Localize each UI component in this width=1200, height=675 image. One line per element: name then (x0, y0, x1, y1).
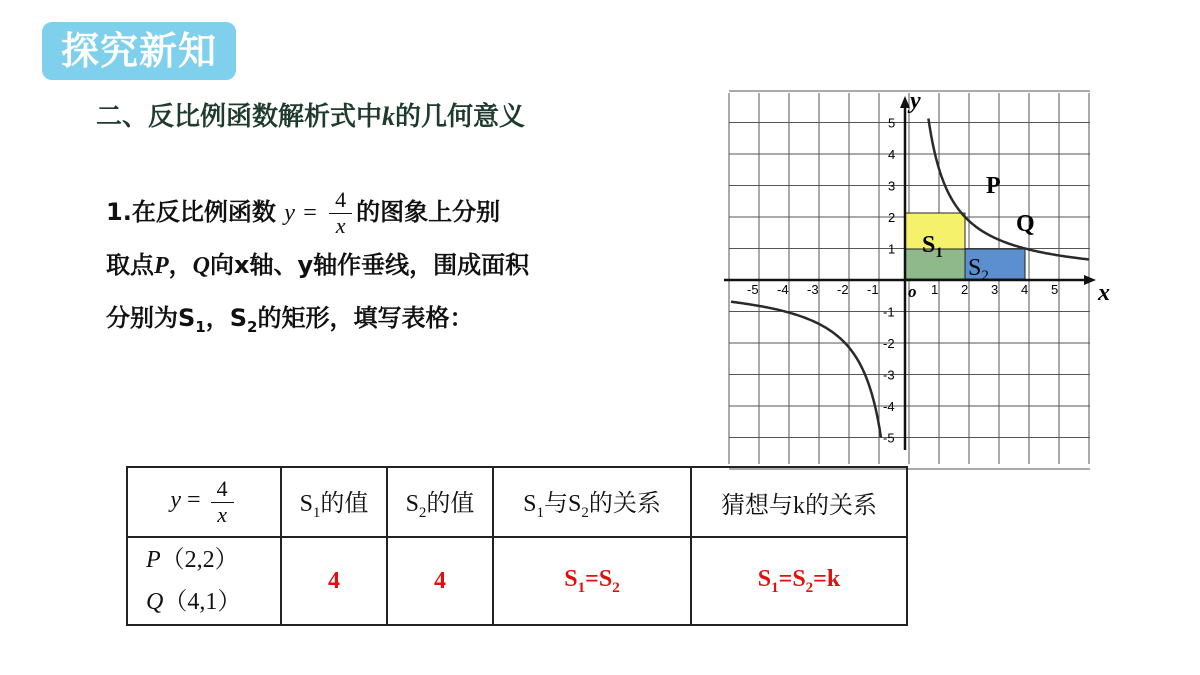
row-q-var: Q (146, 589, 164, 615)
equation-fraction (329, 188, 352, 237)
section-title (96, 96, 525, 133)
y-tick-label: 3 (888, 178, 896, 194)
cell-relation: $S_1=S_2$ (493, 537, 691, 625)
y-tick-label: -5 (883, 430, 895, 446)
problem-text-4: 向x轴、y轴作垂线，围成面积 (210, 251, 530, 279)
point-q: Q (1016, 211, 1035, 237)
y-tick-label: -1 (883, 304, 895, 320)
problem-text-6: ，S (205, 304, 248, 332)
y-axis-label: y (910, 90, 921, 114)
title-var-k: k (382, 102, 396, 131)
label-s1: $S_1$ (922, 232, 943, 261)
x-tick-label: 1 (931, 282, 939, 297)
origin-label: o (908, 282, 917, 301)
header-fraction (211, 477, 234, 526)
x-tick-label: 2 (961, 282, 969, 297)
x-tick-label: 4 (1021, 282, 1029, 297)
table-header-row (127, 467, 907, 537)
row-q-val: （4,1） (163, 589, 242, 615)
cell-points (127, 537, 281, 625)
problem-text-1: 在反比例函数 (131, 198, 276, 226)
problem-text-3: 取点 (106, 251, 154, 279)
x-tick-label: -2 (837, 282, 849, 297)
problem-comma: ， (168, 251, 193, 279)
row-p-var: P (146, 547, 161, 573)
x-axis-arrow (1084, 275, 1096, 285)
header-function (127, 467, 281, 537)
header-eq-y: y (170, 487, 182, 514)
point-q-label: Q (192, 253, 211, 279)
x-tick-label: 3 (991, 282, 999, 297)
x-tick-label: -1 (867, 282, 879, 297)
title-before: 二、反比例函数解析式中 (96, 102, 383, 132)
header-guess: 猜想与k的关系 (691, 467, 907, 537)
problem-sub-2: 2 (247, 317, 258, 336)
y-tick-label: 5 (888, 115, 896, 131)
point-p: P (986, 173, 1001, 199)
header-s2: $S_2$的值 (387, 467, 493, 537)
cell-s1-value: 4 (281, 537, 387, 625)
row-p-val: （2,2） (160, 547, 239, 573)
header-denominator: x (217, 501, 227, 527)
y-tick-label: -4 (883, 399, 895, 414)
fraction-denominator: x (335, 212, 346, 238)
header-relation: $S_1$与$S_2$的关系 (493, 467, 691, 537)
problem-text (106, 186, 686, 353)
problem-text-2: 的图象上分别 (356, 198, 501, 226)
x-tick-label: 5 (1051, 282, 1059, 297)
header-s1: $S_1$的值 (281, 467, 387, 537)
problem-sub-1: 1 (195, 317, 206, 336)
label-s2: $S_2$ (968, 255, 989, 284)
problem-number: 1. (106, 198, 132, 226)
x-tick-label: -3 (807, 282, 819, 297)
header-numerator: 4 (211, 477, 234, 502)
y-tick-label: 2 (888, 210, 896, 225)
y-tick-label: -3 (883, 367, 895, 383)
cell-guess: $S_1=S_2=k$ (691, 537, 907, 625)
header-eq-equals: = (187, 487, 201, 514)
hyperbola-branch-2 (731, 302, 881, 438)
problem-text-5: 分别为S (106, 304, 196, 332)
y-tick-label: -2 (883, 336, 895, 351)
x-tick-label: -4 (777, 282, 789, 297)
equation-equals: = (303, 200, 317, 226)
x-tick-label: -5 (747, 282, 759, 297)
table-row (127, 537, 907, 625)
section-badge: 探究新知 (42, 22, 236, 80)
data-table (126, 466, 908, 626)
problem-text-7: 的矩形，填写表格： (257, 304, 474, 332)
title-after: 的几何意义 (395, 102, 526, 132)
function-graph (724, 90, 1124, 470)
y-tick-label: 1 (888, 241, 896, 257)
fraction-numerator: 4 (329, 188, 352, 213)
x-axis-label: x (1098, 280, 1110, 306)
y-tick-label: 4 (888, 147, 896, 162)
point-p-label: P (154, 253, 169, 279)
cell-s2-value: 4 (387, 537, 493, 625)
equation-y: y (284, 200, 295, 226)
